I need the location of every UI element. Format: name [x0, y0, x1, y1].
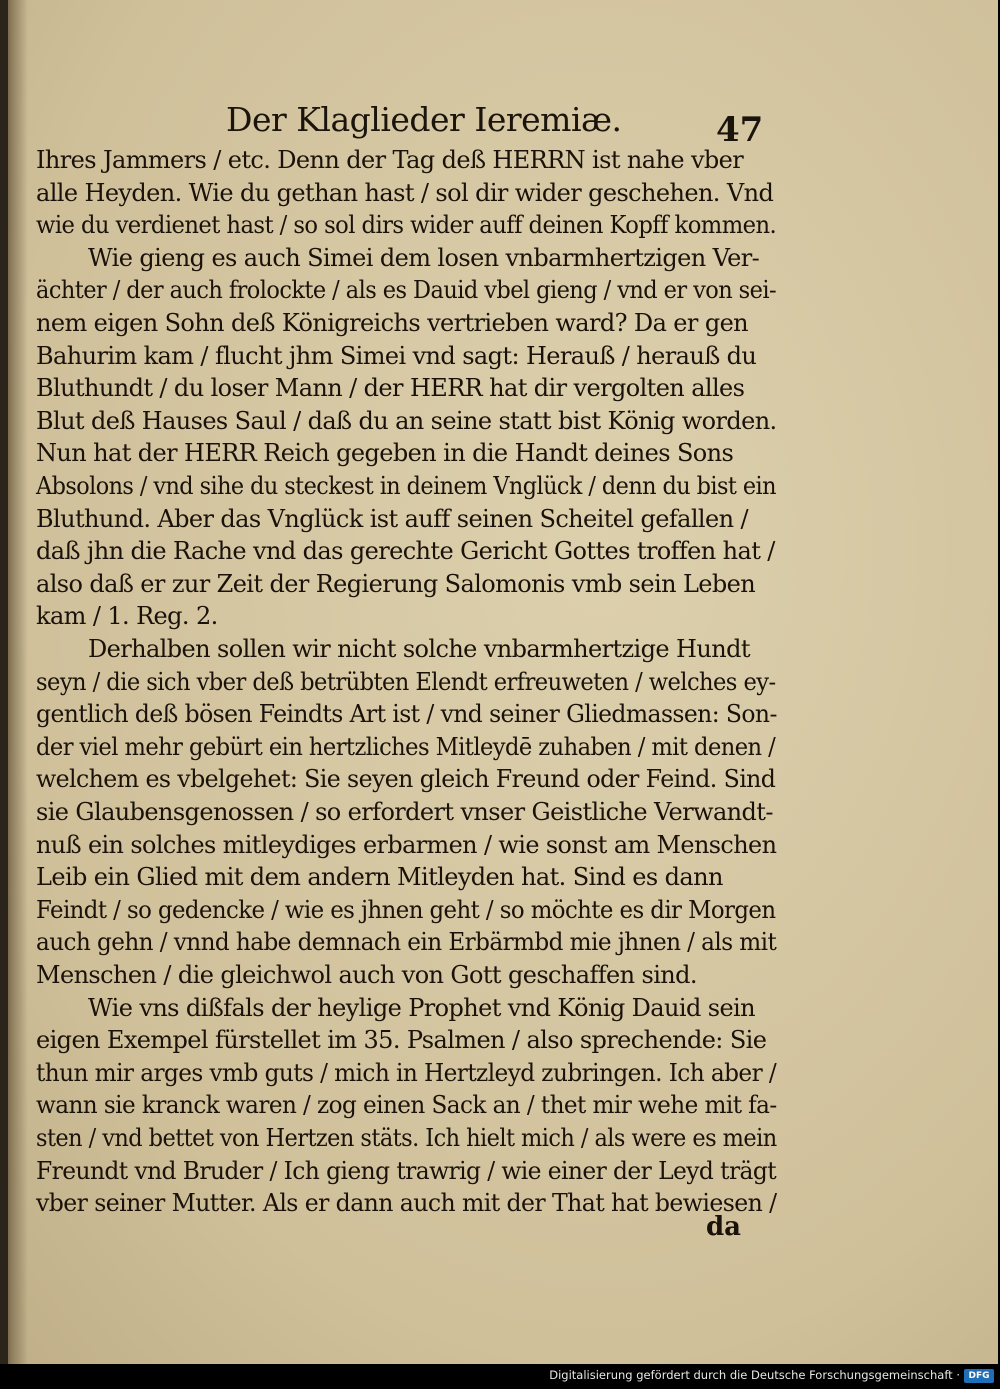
text-line: kam / 1. Reg. 2. [36, 602, 218, 631]
text-line: Freundt vnd Bruder / Ich gieng trawrig / wie einer der Leyd trägt [36, 1156, 777, 1185]
text-line: wann sie kranck waren / zog einen Sack an / thet mir wehe mit fa- [36, 1091, 777, 1120]
text-line: Ihres Jammers / etc. Denn der Tag deß HERRN ist nahe vber [36, 146, 744, 174]
text-line: seyn / die sich vber deß betrübten Elendt erfreuweten / welches ey- [36, 667, 776, 696]
text-line: sten / vnd bettet von Hertzen stäts. Ich hielt mich / als were es mein [36, 1124, 777, 1152]
text-line: Feindt / so gedencke / wie es jhnen geht / so möchte es dir Morgen [36, 895, 776, 924]
text-line: Absolons / vnd sihe du steckest in deinem Vnglück / denn du bist ein [36, 472, 776, 500]
text-line: welchem es vbelgehet: Sie seyen gleich Freund oder Feind. Sind [36, 765, 776, 794]
page-number: 47 [716, 110, 764, 150]
running-head: Der Klaglieder Ieremiæ. [226, 100, 622, 139]
text-line: also daß er zur Zeit der Regierung Salomonis vmb sein Leben [36, 569, 756, 598]
text-line: ächter / der auch frolockte / als es Dauid vbel gieng / vnd er von sei- [36, 276, 777, 305]
text-line: Derhalben sollen wir nicht solche vnbarmhertzige Hundt [88, 635, 750, 663]
text-line: thun mir arges vmb guts / mich in Hertzleyd zubringen. Ich aber / [36, 1058, 777, 1087]
text-line: Bluthund. Aber das Vnglück ist auff seinen Scheitel gefallen / [36, 504, 748, 533]
catchword: da [706, 1212, 742, 1242]
text-line: Bahurim kam / flucht jhm Simei vnd sagt: Herauß / herauß du [36, 341, 757, 370]
text-line: vber seiner Mutter. Als er dann auch mit der That hat bewiesen / [36, 1189, 777, 1218]
text-line: daß jhn die Rache vnd das gerechte Gericht Gottes troffen hat / [36, 537, 775, 566]
text-line: alle Heyden. Wie du gethan hast / sol dir wider geschehen. Vnd [36, 178, 774, 207]
text-line: nuß ein solches mitleydiges erbarmen / wie sonst am Menschen [36, 830, 777, 859]
text-line: Bluthundt / du loser Mann / der HERR hat dir vergolten alles [36, 374, 745, 403]
text-line: nem eigen Sohn deß Königreichs vertrieben ward? Da er gen [36, 309, 749, 337]
text-line: auch gehn / vnnd habe demnach ein Erbärmbd mie jhnen / als mit [36, 928, 777, 957]
text-line: eigen Exempel fürstellet im 35. Psalmen / also sprechende: Sie [36, 1026, 767, 1055]
dfg-logo-icon: DFG [964, 1369, 994, 1383]
text-line: Wie vns dißfals der heylige Prophet vnd König Dauid sein [88, 993, 755, 1022]
text-line: Wie gieng es auch Simei dem losen vnbarmhertzigen Ver- [88, 243, 760, 272]
text-line: wie du verdienet hast / so sol dirs wider auff deinen Kopff kommen. [36, 211, 777, 240]
page-left-edge [0, 0, 8, 1364]
text-line: Nun hat der HERR Reich gegeben in die Handt deines Sons [36, 439, 734, 468]
text-line: sie Glaubensgenossen / so erfordert vnser Geistliche Verwandt- [36, 798, 773, 826]
text-line: der viel mehr gebürt ein hertzliches Mitleydē zuhaben / mit denen / [36, 732, 776, 761]
funding-credit: Digitalisierung gefördert durch die Deutsche Forschungsgemeinschaft · [549, 1368, 960, 1382]
text-line: Leib ein Glied mit dem andern Mitleyden hat. Sind es dann [36, 863, 723, 892]
text-line: Blut deß Hauses Saul / daß du an seine statt bist König worden. [36, 406, 777, 435]
text-line: Menschen / die gleichwol auch von Gott geschaffen sind. [36, 961, 697, 989]
text-line: gentlich deß bösen Feindts Art ist / vnd seiner Gliedmassen: Son- [36, 700, 777, 729]
